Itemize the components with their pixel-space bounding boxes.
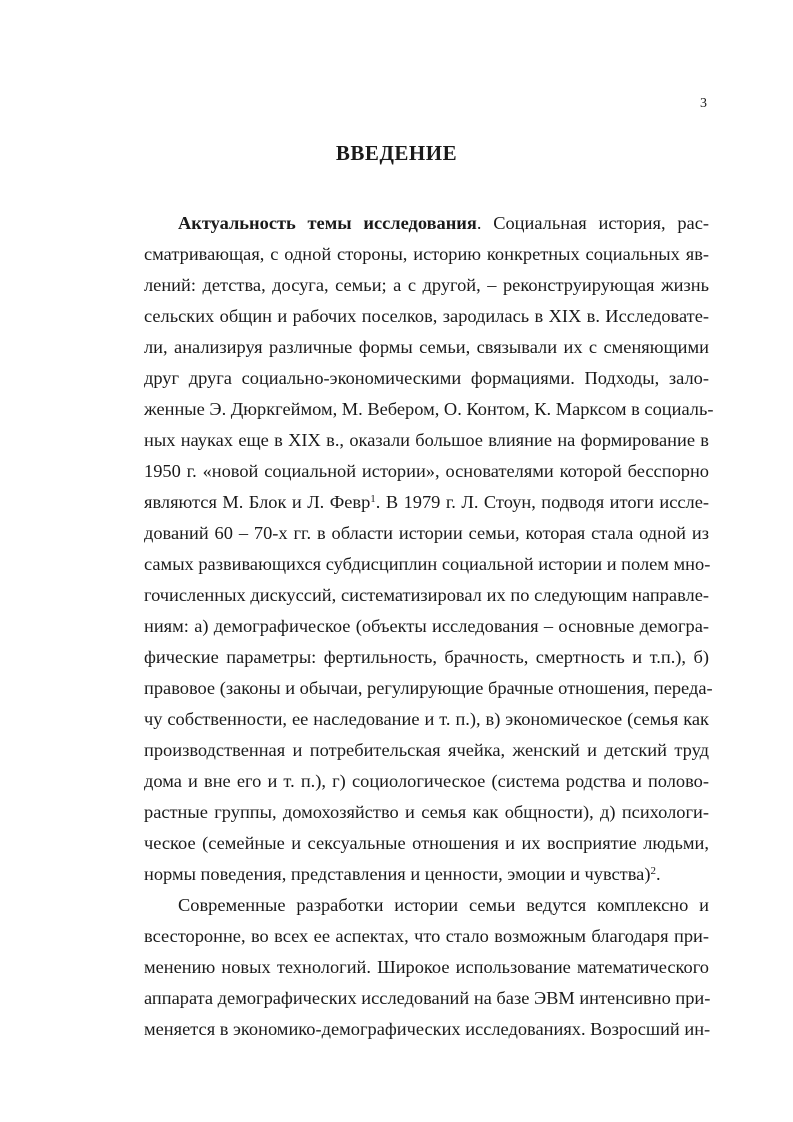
text-line: женные Э. Дюркгеймом, М. Вебером, О. Контом, К. Марксом в социаль-: [144, 399, 714, 419]
text-line: правовое (законы и обычаи, регулирующие брачные отношения, переда-: [144, 678, 713, 698]
text-line: менению новых технологий. Широкое использование математического: [144, 957, 709, 977]
page-title: ВВЕДЕНИЕ: [335, 141, 458, 165]
paragraph-relevance: [144, 208, 714, 890]
document-body: [144, 208, 714, 1045]
text-line: сельских общин и рабочих поселков, зародилась в XIX в. Исследовате-: [144, 306, 709, 326]
text-line: ческое (семейные и сексуальные отношения и их восприятие людьми,: [144, 833, 709, 853]
text-line: всесторонне, во всех ее аспектах, что стало возможным благодаря при-: [144, 926, 709, 946]
text-line: Современные разработки истории семьи ведутся комплексно и: [178, 895, 709, 915]
text-line: лений: детства, досуга, семьи; а с другой, – реконструирующая жизнь: [144, 275, 709, 295]
text-line: сматривающая, с одной стороны, историю конкретных социальных яв-: [144, 244, 709, 264]
paragraph-modern-research: [144, 890, 709, 1045]
text-line: растные группы, домохозяйство и семья как общности), д) психологи-: [144, 802, 709, 822]
text-line: дома и вне его и т. п.), г) социологическое (система родства и полово-: [144, 771, 709, 791]
lead-heading: Актуальность темы исследования: [178, 213, 477, 233]
text-line: самых развивающихся субдисциплин социальной истории и полем мно-: [144, 554, 711, 574]
text-line: дований 60 – 70-х гг. в области истории семьи, которая стала одной из: [144, 523, 709, 543]
text-line: аппарата демографических исследований на базе ЭВМ интенсивно при-: [144, 988, 711, 1008]
text-line: нормы поведения, представления и ценности, эмоции и чувства)$^2$.: [144, 864, 661, 884]
text-line: гочисленных дискуссий, систематизировал их по следующим направле-: [144, 585, 709, 605]
footnote-ref: 2: [650, 865, 656, 877]
text-line: ных науках еще в XIX в., оказали большое влияние на формирование в: [144, 430, 709, 450]
text-line: 1950 г. «новой социальной истории», основателями которой бесспорно: [144, 461, 709, 481]
text-line: друг друга социально-экономическими формациями. Подходы, зало-: [144, 368, 709, 388]
footnote-ref: 1: [370, 493, 376, 505]
text-line: чу собственности, ее наследование и т. п.), в) экономическое (семья как: [144, 709, 709, 729]
text-line: являются М. Блок и Л. Февр$^1$. В 1979 г. Л. Стоун, подводя итоги иссле-: [144, 492, 709, 512]
text-line: меняется в экономико-демографических исследованиях. Возросший ин-: [144, 1019, 711, 1039]
text-line: ниям: а) демографическое (объекты исследования – основные демогра-: [144, 616, 709, 636]
text-line: фические параметры: фертильность, брачность, смертность и т.п.), б): [144, 647, 709, 667]
text-line: ли, анализируя различные формы семьи, связывали их с сменяющими: [144, 337, 709, 357]
text-line: Актуальность темы исследования. Социальная история, рас-: [178, 213, 709, 233]
page-number: 3: [700, 96, 707, 111]
text-line: производственная и потребительская ячейка, женский и детский труд: [144, 740, 709, 760]
